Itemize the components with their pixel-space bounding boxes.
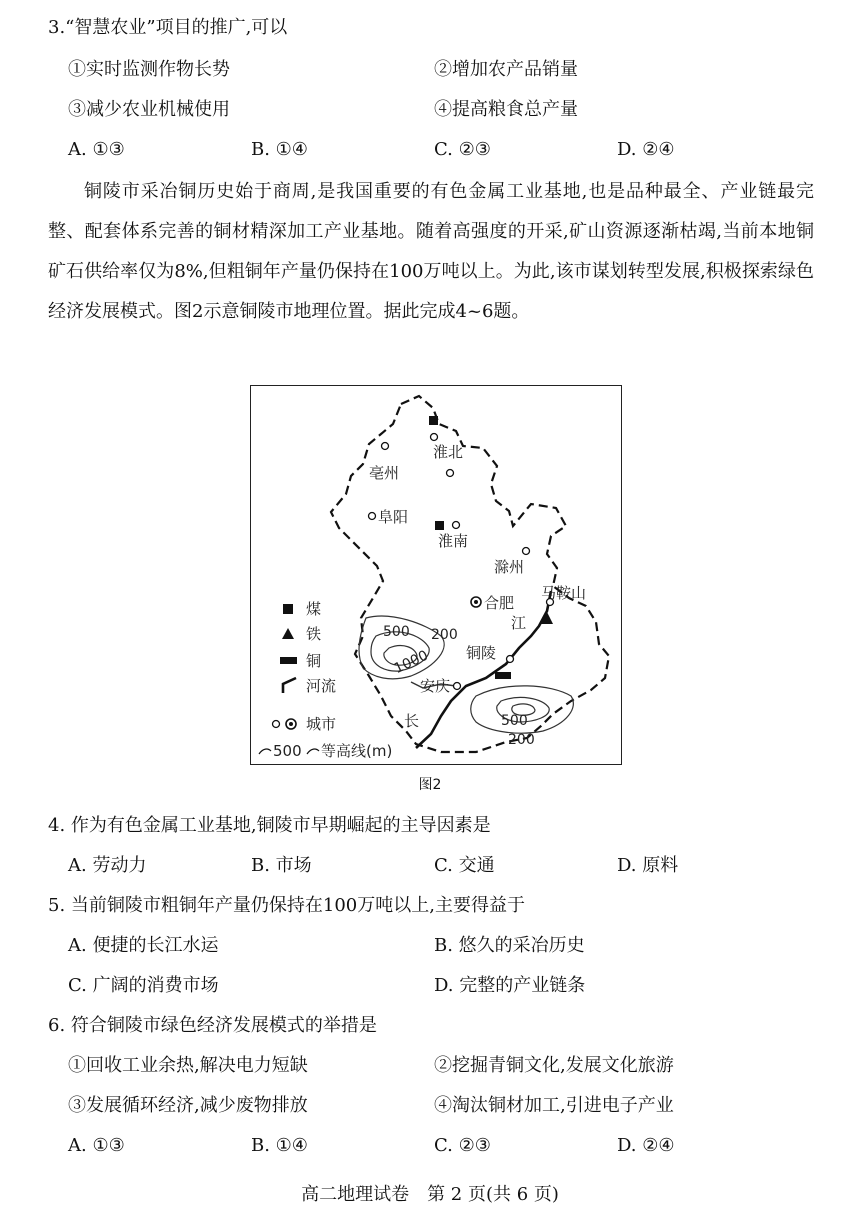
city-chuzhou-dot: [523, 548, 530, 555]
legend-river-icon: [283, 678, 296, 693]
province-boundary: [331, 396, 609, 752]
legend-city-small-icon: [273, 721, 280, 728]
q6-choice-d[interactable]: D. ②④: [617, 1135, 675, 1156]
city-huaibei-dot: [431, 434, 438, 441]
figure-caption: 图2: [418, 777, 442, 793]
contour-label-500-south: 500: [501, 713, 528, 729]
yangtze-river: [416, 591, 551, 748]
anhui-map: [251, 386, 620, 763]
q4-choice-a[interactable]: A. 劳动力: [68, 855, 147, 876]
q3-stem: 3.“智慧农业”项目的推广,可以: [48, 17, 288, 38]
legend-iron-label: 铁: [306, 625, 322, 643]
legend-coal-icon: [283, 604, 293, 614]
q5-choice-b[interactable]: B. 悠久的采冶历史: [434, 935, 585, 956]
label-maanshan: 马鞍山: [541, 584, 587, 602]
q6-item-2: ②挖掘青铜文化,发展文化旅游: [434, 1055, 674, 1076]
q6-item-1: ①回收工业余热,解决电力短缺: [68, 1055, 308, 1076]
q3-item-4: ④提高粮食总产量: [434, 99, 578, 120]
q3-item-1: ①实时监测作物长势: [68, 59, 230, 80]
label-huainan: 淮南: [438, 532, 469, 550]
label-river-chang: 长: [404, 712, 420, 730]
page-footer: 高二地理试卷 第 2 页(共 6 页): [301, 1184, 559, 1205]
label-river-jiang: 江: [511, 614, 527, 632]
contour-label-500-west: 500: [383, 624, 410, 640]
label-bozhou: 亳州: [369, 464, 400, 482]
legend-contour-icon-left: [259, 749, 271, 754]
label-huaibei: 淮北: [433, 443, 464, 461]
q5-choice-c[interactable]: C. 广阔的消费市场: [68, 975, 219, 996]
q3-item-2: ②增加农产品销量: [434, 59, 578, 80]
city-tongling-dot: [507, 656, 514, 663]
q4-choice-c[interactable]: C. 交通: [434, 855, 495, 876]
q6-item-4: ④淘汰铜材加工,引进电子产业: [434, 1095, 674, 1116]
label-chuzhou: 滁州: [494, 558, 525, 576]
q4-choice-b[interactable]: B. 市场: [251, 855, 312, 876]
q3-item-3: ③减少农业机械使用: [68, 99, 230, 120]
q3-choice-b[interactable]: B. ①④: [251, 139, 308, 160]
q3-choice-c[interactable]: C. ②③: [434, 139, 491, 160]
label-fuyang: 阜阳: [378, 508, 409, 526]
legend-river-label: 河流: [306, 677, 337, 695]
q3-choice-d[interactable]: D. ②④: [617, 139, 675, 160]
coal-symbol-huaibei: [429, 416, 438, 425]
q6-choice-a[interactable]: A. ①③: [68, 1135, 125, 1156]
contour-label-1000-west: 1000: [391, 647, 431, 678]
contour-label-200-west: 200: [431, 627, 458, 643]
q6-stem: 6. 符合铜陵市绿色经济发展模式的举措是: [48, 1015, 377, 1036]
q4-stem: 4. 作为有色金属工业基地,铜陵市早期崛起的主导因素是: [48, 815, 491, 836]
legend-city-label: 城市: [306, 715, 337, 733]
reading-passage: 铜陵市采冶铜历史始于商周,是我国重要的有色金属工业基地,也是品种最全、产业链最完整、配套体系完善的铜材精深加工产业基地。随着高强度的开采,矿山资源逐渐枯竭,当前本地铜矿石供给率仅为8%,但粗铜年产量仍保持在100万吨以上。为此,该市谋划转型发展,积极探索绿色经济发展模式。图2示意铜陵市地理位置。据此完成4~6题。: [48, 181, 814, 322]
q6-choice-b[interactable]: B. ①④: [251, 1135, 308, 1156]
city-bozhou-dot: [382, 443, 389, 450]
legend-contour-icon-right: [307, 749, 319, 754]
map-figure: [250, 385, 622, 765]
legend-iron-icon: [282, 628, 294, 639]
legend-coal-label: 煤: [306, 600, 322, 618]
coal-symbol-huainan: [435, 521, 444, 530]
city-huainan-dot: [453, 522, 460, 529]
q6-choice-c[interactable]: C. ②③: [434, 1135, 491, 1156]
q6-item-3: ③发展循环经济,减少废物排放: [68, 1095, 308, 1116]
copper-symbol-tongling: [495, 672, 511, 679]
q5-stem: 5. 当前铜陵市粗铜年产量仍保持在100万吨以上,主要得益于: [48, 895, 525, 916]
q5-choice-a[interactable]: A. 便捷的长江水运: [68, 935, 219, 956]
contour-label-200-south: 200: [508, 732, 535, 748]
q3-choice-a[interactable]: A. ①③: [68, 139, 125, 160]
city-suzhou-dot: [447, 470, 454, 477]
city-fuyang-dot: [369, 513, 376, 520]
legend-copper-icon: [280, 657, 297, 664]
legend-contour-value: 500: [273, 742, 302, 760]
legend-copper-label: 铜: [306, 652, 322, 670]
label-anqing: 安庆: [420, 677, 451, 695]
label-hefei: 合肥: [484, 594, 515, 612]
q4-choice-d[interactable]: D. 原料: [617, 855, 679, 876]
city-anqing-dot: [454, 683, 461, 690]
q5-choice-d[interactable]: D. 完整的产业链条: [434, 975, 586, 996]
legend-contour-label: 等高线(m): [321, 742, 393, 760]
label-tongling: 铜陵: [466, 644, 497, 662]
